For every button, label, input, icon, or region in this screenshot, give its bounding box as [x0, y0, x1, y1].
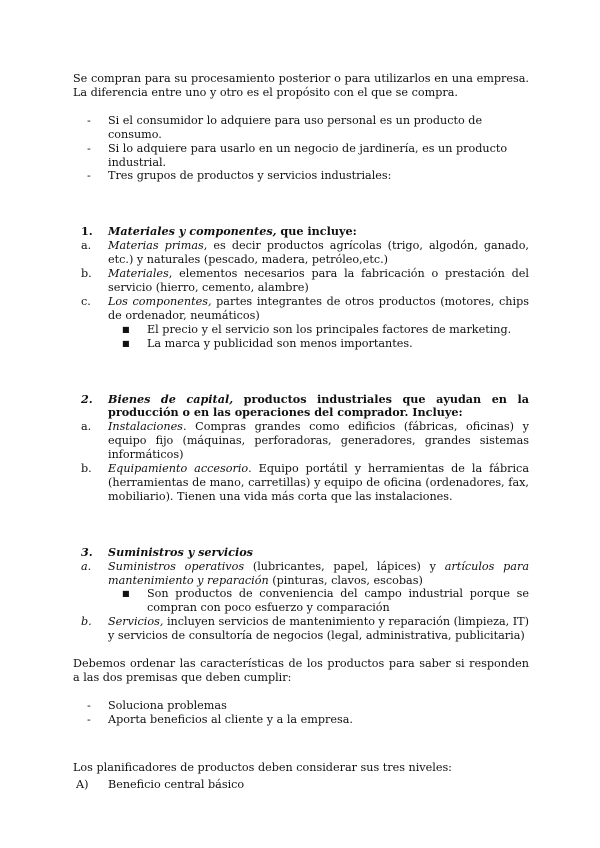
levels-paragraph: Los planificadores de productos deben considerar sus tres niveles: — [73, 760, 452, 774]
list-item: - Soluciona problemas — [87, 698, 227, 712]
level-item: A) Beneficio central básico — [76, 777, 245, 791]
section-heading: 3. Suministros y servicios — [81, 544, 253, 559]
premises-list — [73, 699, 529, 727]
list-item: - Aporta beneficios al cliente y a la empresa. — [87, 712, 353, 726]
bullet-item: ■ Son productos de conveniencia del campo industrial porque se compran con poco esfuerzo y comparación — [122, 587, 529, 615]
document-page — [73, 72, 529, 792]
section-suministros — [73, 546, 529, 643]
order-paragraph: Debemos ordenar las características de los productos para saber si responden a las dos premisas que deben cumplir: — [73, 657, 529, 684]
sub-item: a. Suministros operativos (lubricantes, papel, lápices) y artículos para mantenimiento y reparación (pinturas, clavos, escobas) — [81, 559, 529, 587]
list-item: - Tres grupos de productos y servicios industriales: — [87, 169, 392, 183]
bullet-item: ■ La marca y publicidad son menos importantes. — [122, 336, 413, 350]
section-bienes-capital — [73, 393, 529, 504]
sub-item: a. Materias primas, es decir productos agrícolas (trigo, algodón, ganado, etc.) y naturales (pescado, madera, petróleo,etc.) — [81, 239, 529, 267]
list-item: - Si lo adquiere para usarlo en un negocio de jardinería, es un producto industrial. — [87, 141, 508, 169]
sub-item: a. Instalaciones. Compras grandes como edificios (fábricas, oficinas) y equipo fijo (máquinas, perforadoras, generadores, grandes sistemas informáticos) — [81, 420, 529, 462]
square-bullet-icon: ■ — [122, 324, 130, 334]
bullet-item: ■ El precio y el servicio son los principales factores de marketing. — [122, 322, 512, 336]
section-heading: 2. Bienes de capital, productos industriales que ayudan en la producción o en las operaciones del comprador. Incluye: — [81, 391, 529, 420]
square-bullet-icon: ■ — [122, 589, 130, 599]
intro-paragraph: Se compran para su procesamiento posterior o para utilizarlos en una empresa. La diferencia entre uno y otro es el propósito con el que se compra. — [73, 72, 529, 99]
sub-item: c. Los componentes, partes integrantes de otros productos (motores, chips de ordenador, neumáticos) — [81, 294, 529, 322]
section-heading: 1. Materiales y componentes, que incluye: — [81, 224, 357, 239]
list-item: - Si el consumidor lo adquiere para uso personal es un producto de consumo. — [87, 113, 483, 141]
sub-item: b. Equipamiento accesorio. Equipo portátil y herramientas de la fábrica (herramientas de mano, carretillas) y equipo de oficina (ordenadores, fax, mobiliario). Tienen una vida más corta que las instalaciones. — [81, 462, 529, 503]
section-materiales — [73, 225, 529, 350]
intro-list — [73, 114, 529, 184]
sub-item: b. Materiales, elementos necesarios para la fabricación o prestación del servicio (hierro, cemento, alambre) — [81, 267, 529, 294]
sub-item: b. Servicios, incluyen servicios de mantenimiento y reparación (limpieza, IT) y servicios de consultoría de negocios (legal, administrativa, publicitaria) — [81, 615, 529, 643]
square-bullet-icon: ■ — [122, 338, 130, 348]
